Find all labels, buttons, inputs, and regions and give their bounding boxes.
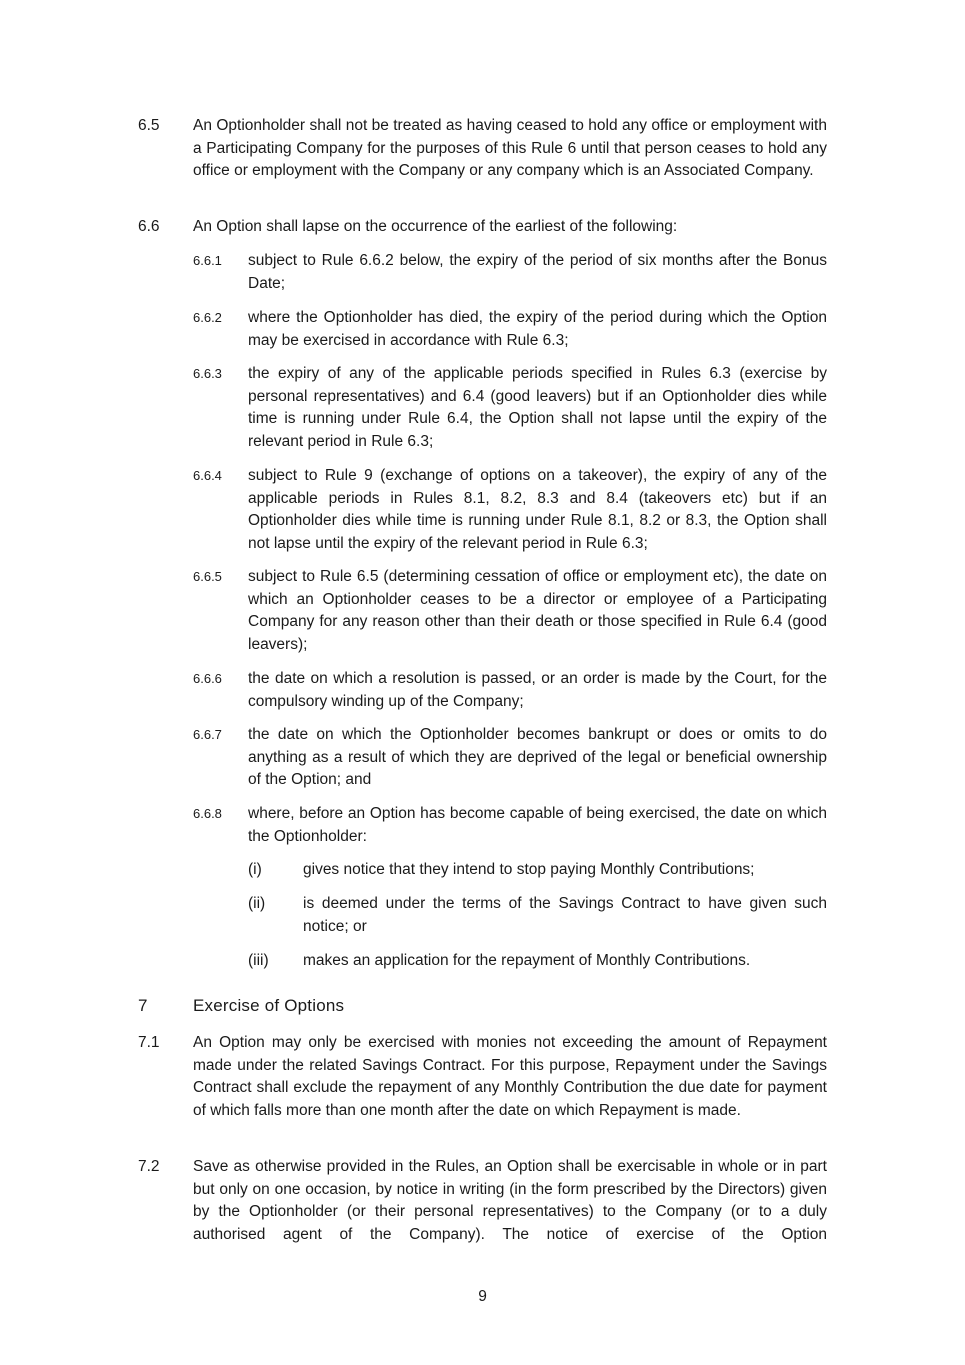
subclause-number: 6.6.4: [193, 468, 222, 483]
clause-6-6-1: [138, 250, 827, 295]
clause-6-6-8: [138, 803, 827, 848]
clause-6-6: [138, 216, 827, 239]
subclause-text: the expiry of any of the applicable periods specified in Rules 6.3 (exercise by personal representatives) and 6.4 (good leavers) but if an Optionholder dies while time is running under Rule 6.4, the Option shall not lapse until the expiry of the relevant period in Rule 6.3;: [248, 365, 827, 450]
subclause-text: where, before an Option has become capable of being exercised, the date on which the Optionholder:: [248, 805, 827, 845]
subclause-text: subject to Rule 9 (exchange of options on a takeover), the expiry of any of the applicable periods in Rules 8.1, 8.2, 8.3 and 8.4 (takeovers etc) but if an Optionholder dies while time is running under Rule 8.1, 8.2 or 8.3, the Option shall not lapse until the expiry of the relevant period in Rule 6.3;: [248, 467, 827, 552]
clause-7-1: [138, 1032, 827, 1122]
subclause-text: the date on which a resolution is passed, or an order is made by the Court, for the compulsory winding up of the Company;: [248, 670, 827, 710]
clause-6-5: [138, 115, 827, 183]
clause-6-6-5: [138, 566, 827, 656]
clause-6-6-8-ii: [138, 893, 827, 938]
clause-6-6-6: [138, 668, 827, 713]
subclause-number: 6.6.1: [193, 253, 222, 268]
clause-6-6-2: [138, 307, 827, 352]
clause-6-6-3: [138, 363, 827, 453]
clause-7-2: [138, 1156, 827, 1246]
section-number: 7: [138, 996, 148, 1015]
section-title: Exercise of Options: [193, 996, 345, 1015]
clause-number: 6.6: [138, 218, 160, 235]
subclause-text: the date on which the Optionholder becomes bankrupt or does or omits to do anything as a result of which they are deprived of the legal or beneficial ownership of the Option; and: [248, 726, 827, 788]
item-text: gives notice that they intend to stop paying Monthly Contributions;: [303, 861, 755, 878]
item-number: (iii): [248, 952, 269, 969]
subclause-number: 6.6.5: [193, 569, 222, 584]
subclause-text: where the Optionholder has died, the expiry of the period during which the Option may be exercised in accordance with Rule 6.3;: [248, 309, 827, 349]
subclause-text: subject to Rule 6.6.2 below, the expiry of the period of six months after the Bonus Date;: [248, 252, 827, 292]
subclause-number: 6.6.8: [193, 806, 222, 821]
clause-6-6-4: [138, 465, 827, 555]
clause-text: Save as otherwise provided in the Rules, an Option shall be exercisable in whole or in part but only on one occasion, by notice in writing (in the form prescribed by the Directors) given by the Optionholder (or their personal representatives) to the Company (or to a duly authorised agent of the Company). The notice of exercise of the Option: [193, 1158, 827, 1243]
subclause-number: 6.6.6: [193, 671, 222, 686]
clause-text: An Option may only be exercised with monies not exceeding the amount of Repayment made under the related Savings Contract. For this purpose, Repayment under the Savings Contract shall exclude the repayment of any Monthly Contribution the due date for payment of which falls more than one month after the date on which Repayment is made.: [193, 1034, 827, 1119]
clause-6-6-8-iii: [138, 950, 827, 973]
subclause-text: subject to Rule 6.5 (determining cessation of office or employment etc), the date on which an Optionholder ceases to be a director or employee of a Participating Company for any reason other than their death or those specified in Rule 6.4 (good leavers);: [248, 568, 827, 653]
item-number: (i): [248, 861, 262, 878]
page-number: 9: [478, 1288, 487, 1305]
clause-text: An Optionholder shall not be treated as having ceased to hold any office or employment with a Participating Company for the purposes of this Rule 6 until that person ceases to hold any office or employment with the Company or any company which is an Associated Company.: [193, 117, 827, 179]
clause-number: 7.2: [138, 1158, 160, 1175]
clause-number: 7.1: [138, 1034, 160, 1051]
clause-6-6-8-i: [138, 859, 827, 882]
item-number: (ii): [248, 895, 266, 912]
subclause-number: 6.6.2: [193, 310, 222, 325]
item-text: makes an application for the repayment of Monthly Contributions.: [303, 952, 751, 969]
clause-6-6-7: [138, 724, 827, 792]
subclause-number: 6.6.3: [193, 366, 222, 381]
clause-number: 6.5: [138, 117, 160, 134]
section-heading: [138, 995, 827, 1018]
clause-text: An Option shall lapse on the occurrence of the earliest of the following:: [193, 218, 678, 235]
subclause-number: 6.6.7: [193, 727, 222, 742]
item-text: is deemed under the terms of the Savings Contract to have given such notice; or: [303, 895, 827, 935]
